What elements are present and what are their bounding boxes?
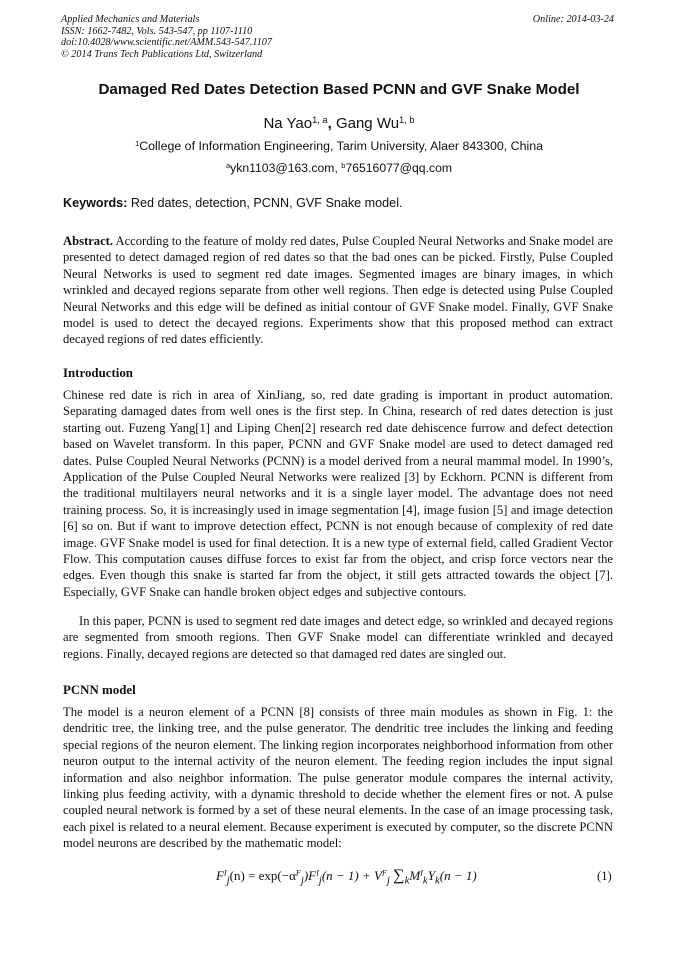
online-date: Online: 2014-03-24: [532, 14, 614, 25]
pcnn-paragraph-1: The model is a neuron element of a PCNN [8] consists of three main modules as shown in Fig. 1: the dendritic tree, the linking tree, and the pulse generator. The dendritic tree includes the linking and feeding special regions of the neuron element. The linking region incorporates neighborhood information from other neuron output to the internal activity of the neuron element. The feeding region includes the input signal information and also neighbor information. The pulse generator module compares the internal activity, linking plus feeding activity, with a dynamic threshold to decide whether the element fires or not. A pulse coupled neural network is formed by a set of these neural elements. In the case of an image processing task, each pixel is related to a neural element. Because experiment is executed by computer, so the discrete PCNN model neurons are described by the mathematic model:: [63, 705, 613, 851]
abstract-text: According to the feature of moldy red dates, Pulse Coupled Neural Networks and Snake model are presented to detect damaged region of red dates so that the bad ones can be picked. Firstly, Pulse Coupled Neural Networks is used to segment red date images. Segmented images are binary images, in which wrinkled and decayed regions separate from other well regions. Then edge is detected using Pulse Coupled Neural Networks and this edge will be defined as initial contour of GVF Snake model. Finally, GVF Snake model is used to detect the decayed regions. Experiments show that this proposed method can extract decayed regions of red dates efficiently.: [63, 234, 613, 347]
author-affil-sup: 1, b: [399, 114, 415, 125]
journal-header: [61, 14, 272, 60]
intro-paragraph-1: Chinese red date is rich in area of XinJiang, so, red date grading is important in product automation. Separating damaged dates from well ones is the first step. In China, research of red dates detection is just starting out. Fuzeng Yang[1] and Liping Chen[2] research red date dehiscence furrow and defect detection based on Wavelet transform. In this paper, PCNN and GVF Snake model are used to detect damaged red dates. Pulse Coupled Neural Networks (PCNN) is a model derived from a neural mammal model. In 1990’s, Application of the Pulse Coupled Neural Networks were realized [3] by Eckhorn. PCNN is different from the traditional multilayers neural networks and it is a single layer model. The advantage does not need training process. So, it is increasingly used in image segmentation [4], image fusion [5] and image detection [6] so on. But if want to improve detection effect, PCNN is not enough because of complexity of red date image. GVF Snake model is used for final detection. It is a new type of external field, called Gradient Vector Flow. This computation causes diffuse forces to exist far from the object, and crisp force vectors near the edges. Even though this snake is started far from the object, it still gets attracted towards the object [7]. Especially, GVF Snake can handle broken object edges and subjective contours.: [63, 388, 613, 599]
email-sup: a: [225, 160, 231, 170]
affiliation-text: College of Information Engineering, Tarim University, Alaer 843300, China: [139, 139, 544, 153]
journal-name: Applied Mechanics and Materials: [61, 14, 200, 25]
journal-doi[interactable]: doi:10.4028/www.scientific.net/AMM.543-547.1107: [61, 37, 272, 48]
keywords: [63, 196, 403, 210]
author-emails: [0, 161, 678, 175]
journal-copyright: © 2014 Trans Tech Publications Ltd, Switzerland: [61, 48, 263, 60]
author-separator: ,: [327, 115, 336, 132]
keywords-text: Red dates, detection, PCNN, GVF Snake model.: [127, 196, 403, 210]
affiliation-sup: 1: [134, 138, 140, 148]
journal-issn: ISSN: 1662-7482, Vols. 543-547, pp 1107-1110: [61, 25, 253, 37]
sum-symbol: ∑: [393, 867, 405, 884]
abstract-label: Abstract.: [63, 234, 114, 248]
keywords-label: Keywords:: [63, 196, 128, 210]
equation-number: (1): [597, 869, 612, 883]
author-affil-sup: 1, a: [312, 114, 328, 125]
email-sup: b: [341, 160, 346, 170]
author-name: Gang Wu: [335, 115, 400, 132]
equation-1: $F^I_j(n) = \exp(-\alpha^F_j)F^I_j(n - 1) + V^F_j$ $\sum_kM^I_kY_k(n - 1)$: [216, 867, 477, 887]
email-link[interactable]: 76516077@qq.com: [345, 161, 453, 175]
abstract: [63, 233, 613, 348]
affiliation: [0, 139, 678, 153]
section-heading-introduction: Introduction: [63, 366, 133, 380]
author-name: Na Yao: [263, 115, 313, 132]
email-link[interactable]: ykn1103@163.com,: [230, 161, 342, 175]
author-list: [0, 115, 678, 132]
paper-title: Damaged Red Dates Detection Based PCNN and GVF Snake Model: [98, 81, 580, 98]
section-heading-pcnn: PCNN model: [63, 683, 136, 697]
intro-paragraph-2: In this paper, PCNN is used to segment red date images and detect edge, so wrinkled and decayed regions are segmented from smooth regions. Then GVF Snake model can differentiate wrinkled and decayed regions. Finally, decayed regions are detected so that damaged red dates are singled out.: [63, 614, 613, 661]
